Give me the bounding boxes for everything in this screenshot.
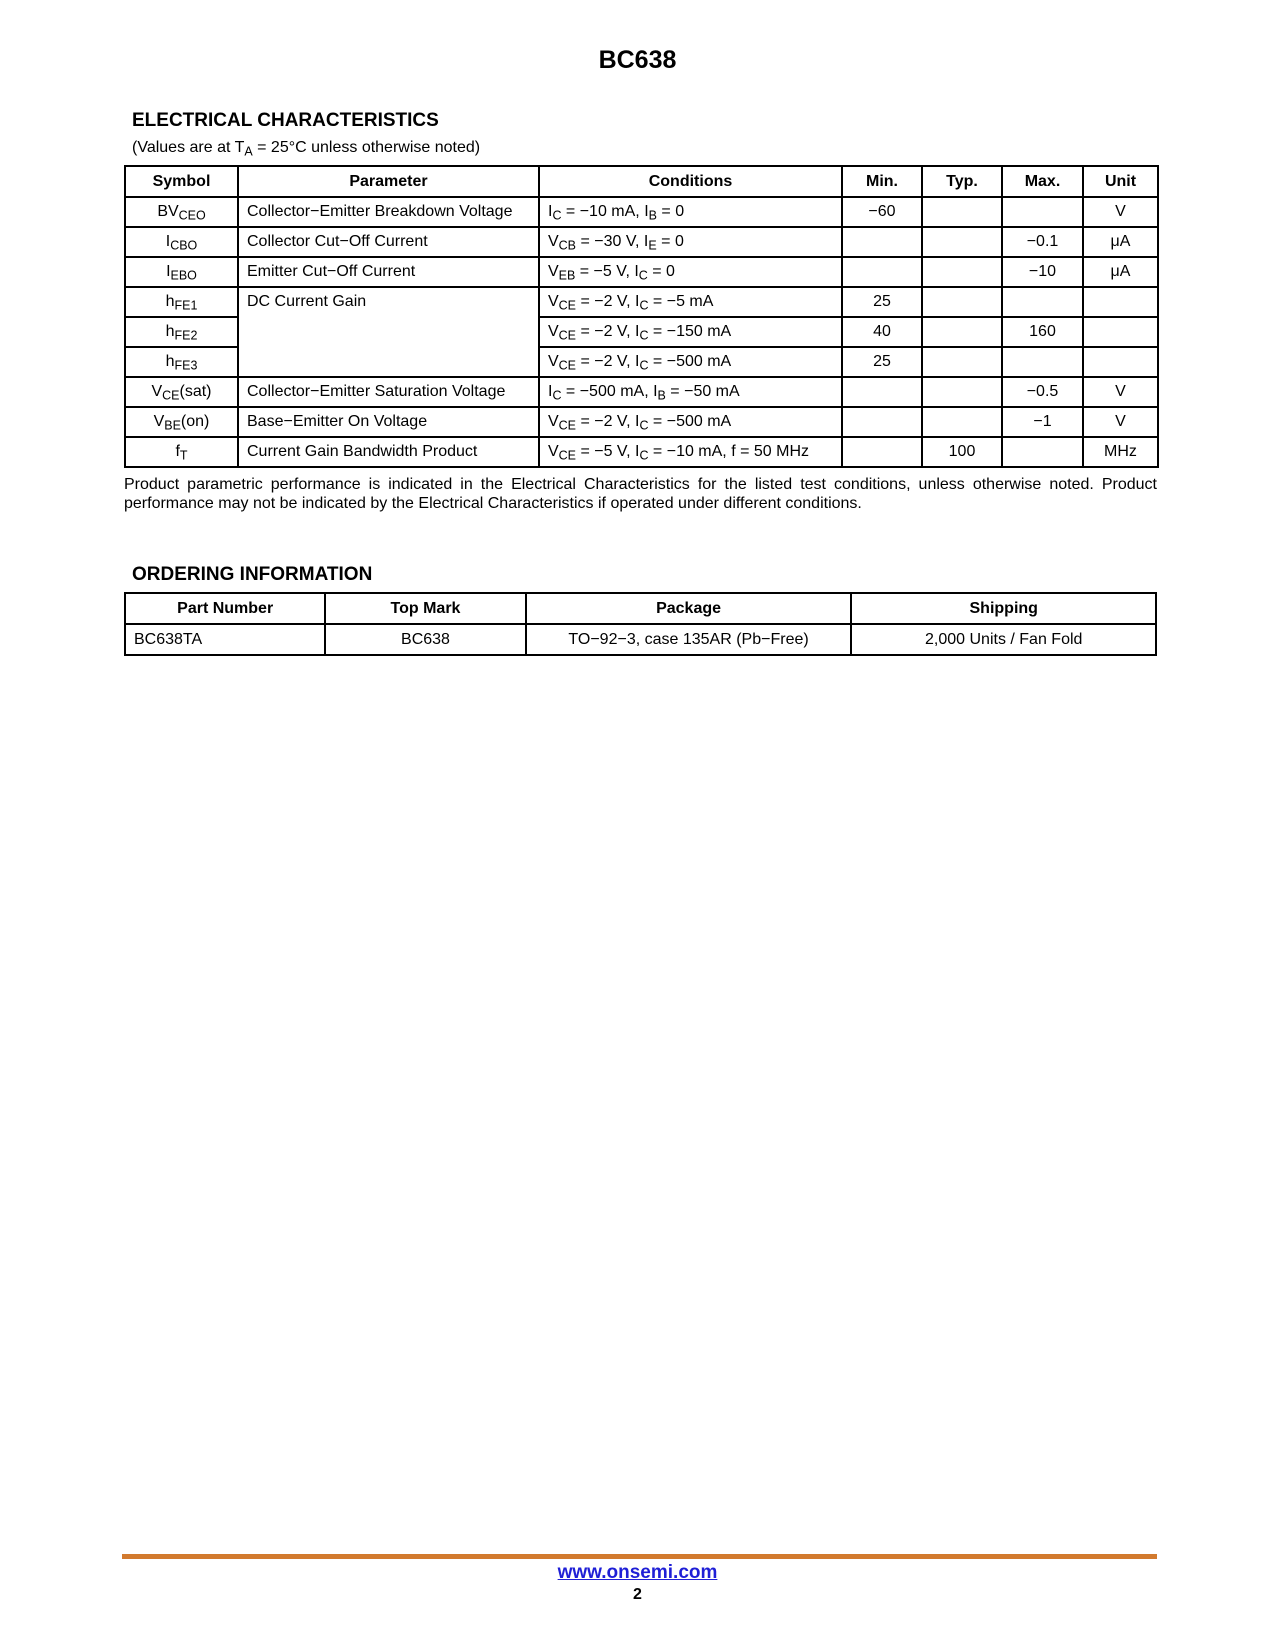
- table-header-row: [125, 166, 1158, 197]
- symbol-base: V: [153, 413, 165, 431]
- max-cell: [1002, 287, 1083, 317]
- condition-subscript: CE: [558, 418, 576, 433]
- condition-var: I: [548, 203, 553, 221]
- table-row: [125, 377, 1158, 407]
- symbol-suffix: (on): [180, 413, 210, 431]
- column-header: Parameter: [238, 166, 539, 197]
- condition-value: = −50 mA: [665, 383, 740, 401]
- unit-cell: [1083, 287, 1158, 317]
- condition-value: = 0: [656, 233, 684, 251]
- condition-var: V: [548, 263, 559, 281]
- website-link[interactable]: www.onsemi.com: [557, 1562, 718, 1583]
- condition-value: = −500 mA: [648, 413, 732, 431]
- parameter-cell: DC Current Gain: [238, 287, 539, 377]
- part-number-cell: BC638TA: [125, 624, 325, 655]
- condition-subscript: C: [638, 268, 648, 283]
- condition-var: I: [635, 293, 640, 311]
- symbol-cell: [125, 377, 238, 407]
- max-cell: −0.5: [1002, 377, 1083, 407]
- symbol-cell: [125, 287, 238, 317]
- condition-value: = −2 V,: [576, 293, 636, 311]
- top-mark-cell: BC638: [325, 624, 525, 655]
- condition-subscript: C: [639, 298, 649, 313]
- condition-subscript: C: [639, 418, 649, 433]
- max-cell: [1002, 437, 1083, 467]
- column-header: Max.: [1002, 166, 1083, 197]
- column-header: Min.: [842, 166, 922, 197]
- max-cell: −0.1: [1002, 227, 1083, 257]
- min-cell: 40: [842, 317, 922, 347]
- condition-subscript: CB: [558, 238, 576, 253]
- min-cell: [842, 377, 922, 407]
- condition-var: V: [548, 293, 559, 311]
- symbol-base: I: [165, 233, 171, 251]
- conditions-note: (Values are at $T_A = 25^\circ C$ unless otherwise noted): [132, 139, 481, 159]
- symbol-base: h: [165, 293, 175, 311]
- condition-value: = −2 V,: [576, 413, 636, 431]
- parameter-cell: Base−Emitter On Voltage: [238, 407, 539, 437]
- symbol-subscript: BE: [164, 418, 181, 433]
- electrical-characteristics-table: [124, 165, 1159, 468]
- table-row: [125, 624, 1156, 655]
- parameter-cell: Current Gain Bandwidth Product: [238, 437, 539, 467]
- condition-var: V: [548, 233, 559, 251]
- footnote: Product parametric performance is indicated in the Electrical Characteristics for the listed test conditions, unless otherwise noted. Product performance may not be indicated by the Electrical Characteristics if operated under different conditions.: [124, 476, 1157, 512]
- conditions-cell: [539, 197, 842, 227]
- condition-subscript: E: [648, 238, 657, 253]
- symbol-subscript: EBO: [170, 268, 197, 283]
- column-header: Typ.: [922, 166, 1002, 197]
- max-cell: [1002, 197, 1083, 227]
- typ-cell: [922, 347, 1002, 377]
- condition-value: = −150 mA: [648, 323, 732, 341]
- condition-var: I: [634, 263, 639, 281]
- shipping-cell: 2,000 Units / Fan Fold: [851, 624, 1156, 655]
- condition-var: V: [548, 413, 559, 431]
- condition-var: I: [635, 323, 640, 341]
- max-cell: −1: [1002, 407, 1083, 437]
- unit-cell: μA: [1083, 227, 1158, 257]
- condition-var: I: [548, 383, 553, 401]
- table-row: [125, 407, 1158, 437]
- condition-subscript: CE: [558, 328, 576, 343]
- condition-value: = −5 V,: [576, 443, 636, 461]
- condition-value: = −2 V,: [576, 353, 636, 371]
- conditions-cell: [539, 407, 842, 437]
- symbol-base: V: [151, 383, 163, 401]
- condition-value: = −10 mA, f = 50 MHz: [648, 443, 809, 461]
- symbol-subscript: FE3: [174, 358, 198, 373]
- condition-var: I: [635, 413, 640, 431]
- page-number: 2: [633, 1586, 642, 1603]
- column-header: Shipping: [851, 593, 1156, 624]
- condition-subscript: C: [639, 448, 649, 463]
- min-cell: −60: [842, 197, 922, 227]
- condition-value: = −10 mA,: [561, 203, 645, 221]
- unit-cell: V: [1083, 377, 1158, 407]
- unit-cell: μA: [1083, 257, 1158, 287]
- typ-cell: 100: [922, 437, 1002, 467]
- parameter-cell: Collector−Emitter Breakdown Voltage: [238, 197, 539, 227]
- condition-subscript: C: [639, 358, 649, 373]
- symbol-subscript: CE: [162, 388, 180, 403]
- condition-subscript: C: [552, 208, 562, 223]
- table-header-row: [125, 593, 1156, 624]
- conditions-cell: [539, 287, 842, 317]
- typ-cell: [922, 317, 1002, 347]
- symbol-subscript: FE2: [174, 328, 198, 343]
- column-header: Top Mark: [325, 593, 525, 624]
- typ-cell: [922, 197, 1002, 227]
- parameter-cell: Collector−Emitter Saturation Voltage: [238, 377, 539, 407]
- parameter-cell: Emitter Cut−Off Current: [238, 257, 539, 287]
- max-cell: 160: [1002, 317, 1083, 347]
- conditions-cell: [539, 257, 842, 287]
- condition-value: = −500 mA: [648, 353, 732, 371]
- symbol-suffix: (sat): [179, 383, 212, 401]
- typ-cell: [922, 227, 1002, 257]
- unit-cell: [1083, 317, 1158, 347]
- condition-var: I: [653, 383, 658, 401]
- symbol-subscript: T: [179, 448, 188, 463]
- symbol-subscript: CBO: [170, 238, 198, 253]
- min-cell: [842, 257, 922, 287]
- condition-subscript: EB: [558, 268, 576, 283]
- condition-subscript: CE: [558, 298, 576, 313]
- symbol-cell: [125, 437, 238, 467]
- condition-value: = −5 V,: [575, 263, 635, 281]
- symbol-base: h: [165, 353, 175, 371]
- parameter-cell: Collector Cut−Off Current: [238, 227, 539, 257]
- symbol-cell: [125, 227, 238, 257]
- footer-divider: [122, 1554, 1157, 1559]
- min-cell: 25: [842, 287, 922, 317]
- column-header: Unit: [1083, 166, 1158, 197]
- unit-cell: [1083, 347, 1158, 377]
- table-row: [125, 227, 1158, 257]
- conditions-cell: [539, 437, 842, 467]
- condition-var: I: [635, 443, 640, 461]
- conditions-cell: [539, 347, 842, 377]
- symbol-cell: [125, 257, 238, 287]
- min-cell: 25: [842, 347, 922, 377]
- condition-subscript: CE: [558, 358, 576, 373]
- condition-value: = −500 mA,: [561, 383, 654, 401]
- condition-var: V: [548, 443, 559, 461]
- condition-value: = 0: [656, 203, 685, 221]
- conditions-cell: [539, 377, 842, 407]
- package-cell: TO−92−3, case 135AR (Pb−Free): [526, 624, 852, 655]
- typ-cell: [922, 287, 1002, 317]
- condition-value: = −2 V,: [576, 323, 636, 341]
- max-cell: [1002, 347, 1083, 377]
- typ-cell: [922, 407, 1002, 437]
- condition-subscript: B: [657, 388, 666, 403]
- ordering-information-heading: ORDERING INFORMATION: [132, 564, 373, 585]
- condition-subscript: C: [552, 388, 562, 403]
- symbol-base: I: [166, 263, 171, 281]
- table-row: [125, 437, 1158, 467]
- conditions-cell: [539, 227, 842, 257]
- condition-subscript: B: [648, 208, 657, 223]
- condition-subscript: C: [639, 328, 649, 343]
- unit-cell: V: [1083, 197, 1158, 227]
- conditions-cell: [539, 317, 842, 347]
- electrical-characteristics-heading: ELECTRICAL CHARACTERISTICS: [132, 110, 439, 131]
- condition-subscript: CE: [558, 448, 576, 463]
- symbol-cell: [125, 407, 238, 437]
- condition-var: V: [548, 353, 559, 371]
- min-cell: [842, 407, 922, 437]
- condition-value: = 0: [647, 263, 675, 281]
- column-header: Conditions: [539, 166, 842, 197]
- condition-var: I: [643, 233, 649, 251]
- condition-var: I: [635, 353, 640, 371]
- table-row: [125, 197, 1158, 227]
- symbol-subscript: CEO: [178, 208, 206, 223]
- typ-cell: [922, 377, 1002, 407]
- min-cell: [842, 437, 922, 467]
- symbol-base: BV: [157, 203, 179, 221]
- condition-var: I: [644, 203, 649, 221]
- symbol-subscript: FE1: [174, 298, 198, 313]
- symbol-cell: [125, 317, 238, 347]
- page-title: BC638: [598, 46, 677, 74]
- unit-cell: V: [1083, 407, 1158, 437]
- table-row: [125, 257, 1158, 287]
- symbol-base: h: [165, 323, 175, 341]
- max-cell: −10: [1002, 257, 1083, 287]
- table-row: [125, 287, 1158, 317]
- unit-cell: MHz: [1083, 437, 1158, 467]
- column-header: Part Number: [125, 593, 325, 624]
- condition-value: = −30 V,: [576, 233, 644, 251]
- ordering-information-table: [124, 592, 1157, 656]
- typ-cell: [922, 257, 1002, 287]
- condition-var: V: [548, 323, 559, 341]
- column-header: Package: [526, 593, 852, 624]
- symbol-base: f: [175, 443, 180, 461]
- min-cell: [842, 227, 922, 257]
- symbol-cell: [125, 347, 238, 377]
- column-header: Symbol: [125, 166, 238, 197]
- symbol-cell: [125, 197, 238, 227]
- condition-value: = −5 mA: [648, 293, 714, 311]
